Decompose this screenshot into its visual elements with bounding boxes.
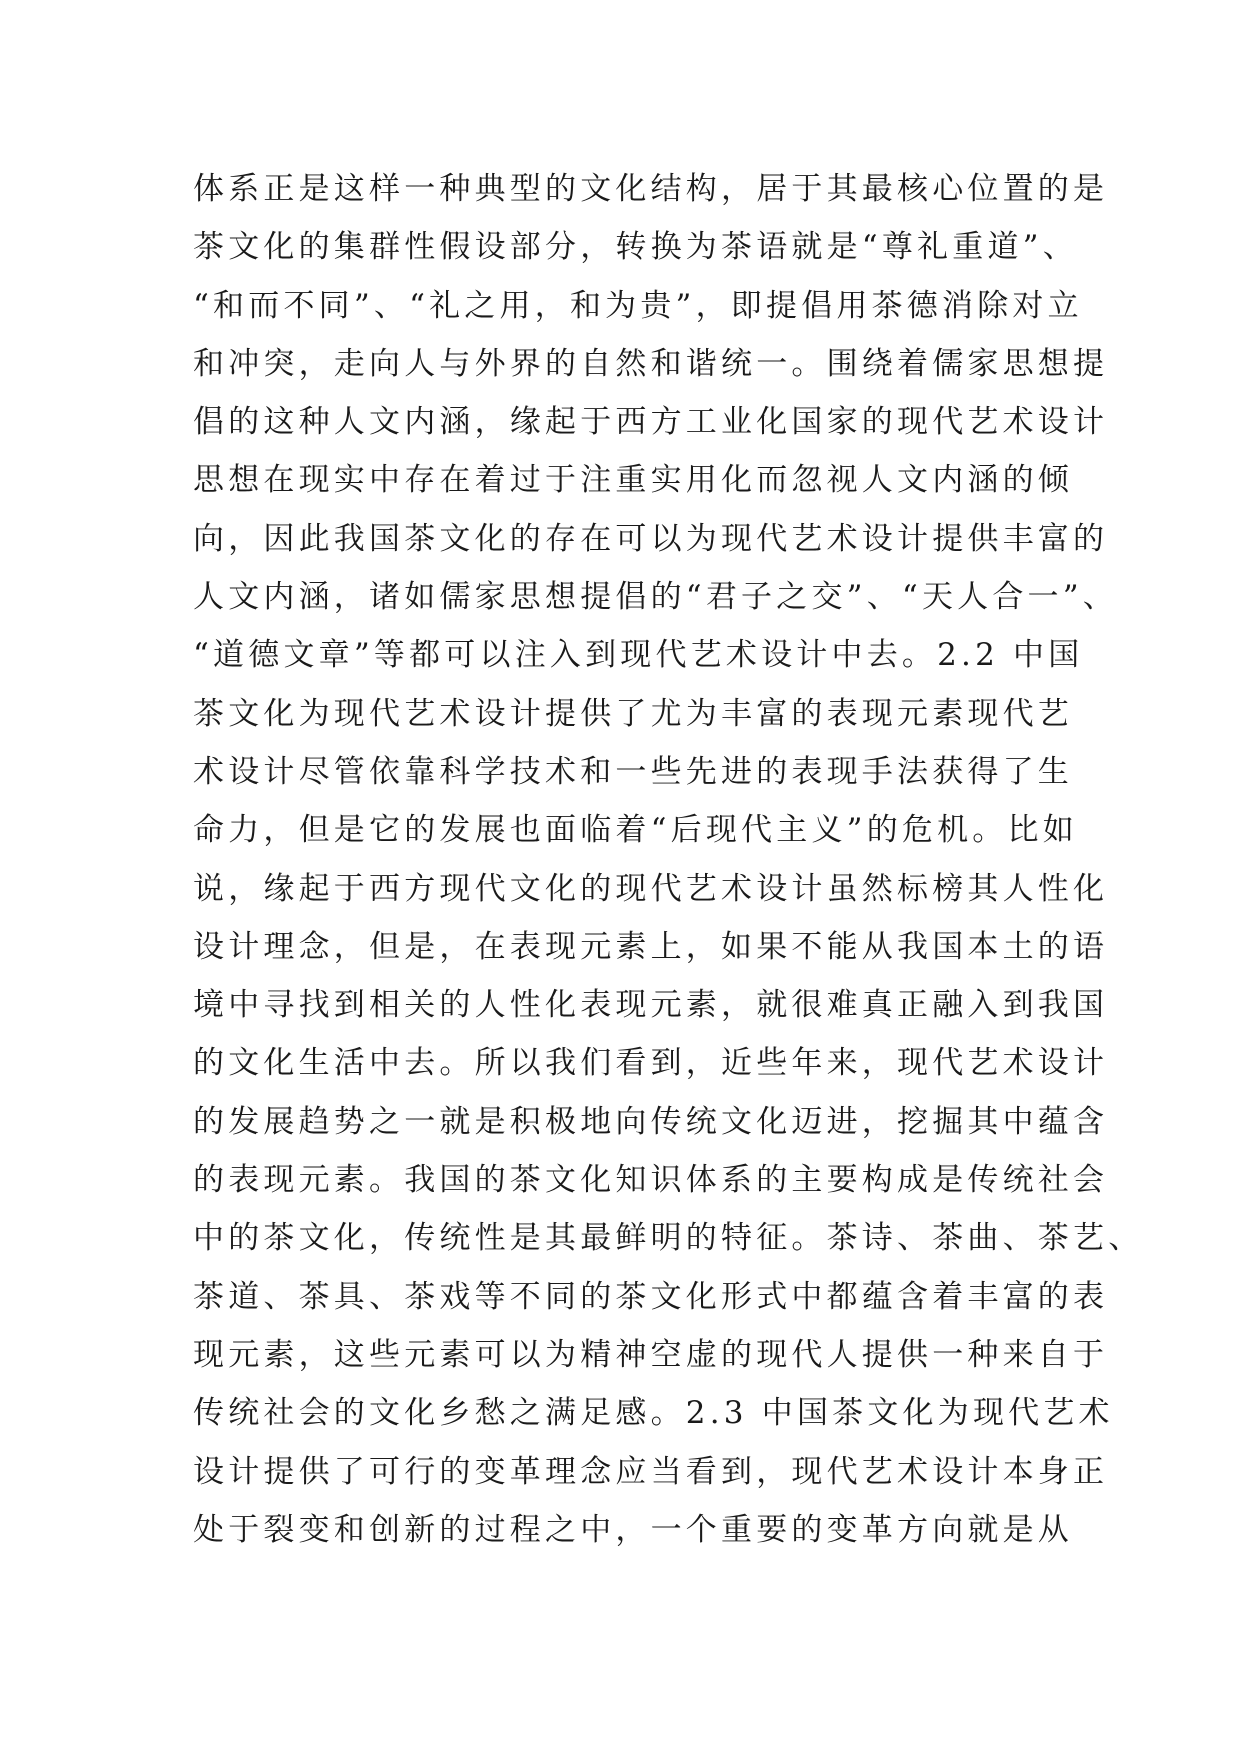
text-line: 的表现元素。我国的茶文化知识体系的主要构成是传统社会: [193, 1162, 1109, 1199]
text-line: 说，缘起于西方现代文化的现代艺术设计虽然标榜其人性化: [193, 870, 1109, 907]
text-line: 人文内涵，诸如儒家思想提倡的“君子之交”、“天人合一”、: [193, 579, 1118, 616]
text-line: 中的茶文化，传统性是其最鲜明的特征。茶诗、茶曲、茶艺、: [193, 1220, 1144, 1257]
text-line: 传统社会的文化乡愁之满足感。2.3 中国茶文化为现代艺术: [193, 1395, 1114, 1432]
text-line: “和而不同”、“礼之用，和为贵”，即提倡用茶德消除对立: [193, 287, 1083, 324]
text-line: 现元素，这些元素可以为精神空虚的现代人提供一种来自于: [193, 1336, 1109, 1373]
text-line: 的文化生活中去。所以我们看到，近些年来，现代艺术设计: [193, 1045, 1109, 1082]
text-line: 境中寻找到相关的人性化表现元素，就很难真正融入到我国: [193, 987, 1109, 1024]
text-line: 体系正是这样一种典型的文化结构，居于其最核心位置的是: [193, 171, 1109, 207]
text-line: 倡的这种人文内涵，缘起于西方工业化国家的现代艺术设计: [193, 404, 1109, 441]
text-line: 和冲突，走向人与外界的自然和谐统一。围绕着儒家思想提: [193, 345, 1109, 382]
text-line: 处于裂变和创新的过程之中，一个重要的变革方向就是从: [193, 1511, 1073, 1548]
text-line: 设计理念，但是，在表现元素上，如果不能从我国本土的语: [193, 928, 1109, 965]
text-line: 向，因此我国茶文化的存在可以为现代艺术设计提供丰富的: [193, 520, 1109, 557]
text-line: 的发展趋势之一就是积极地向传统文化迈进，挖掘其中蕴含: [193, 1103, 1109, 1140]
text-line: “道德文章”等都可以注入到现代艺术设计中去。2.2 中国: [193, 637, 1084, 674]
text-line: 茶道、茶具、茶戏等不同的茶文化形式中都蕴含着丰富的表: [193, 1278, 1109, 1315]
text-line: 术设计尽管依靠科学技术和一些先进的表现手法获得了生: [193, 753, 1073, 790]
text-line: 设计提供了可行的变革理念应当看到，现代艺术设计本身正: [193, 1453, 1109, 1490]
text-line: 思想在现实中存在着过于注重实用化而忽视人文内涵的倾: [193, 462, 1073, 499]
text-line: 茶文化为现代艺术设计提供了尤为丰富的表现元素现代艺: [193, 695, 1073, 732]
text-line: 茶文化的集群性假设部分，转换为茶语就是“尊礼重道”、: [193, 229, 1078, 266]
text-line: 命力，但是它的发展也面临着“后现代主义”的危机。比如: [193, 812, 1078, 849]
body-text: [193, 160, 1144, 1559]
